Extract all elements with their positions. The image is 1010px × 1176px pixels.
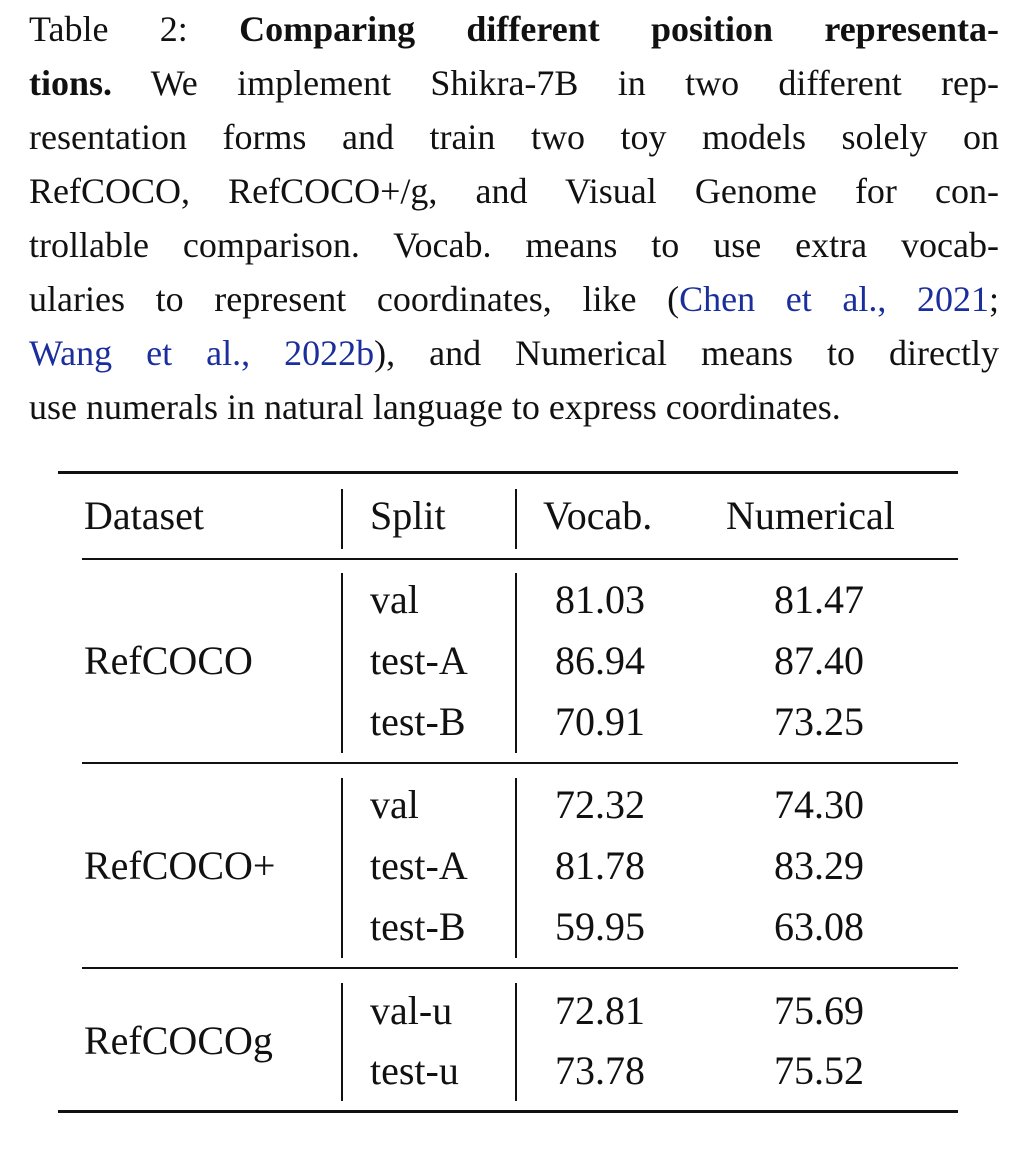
numerical-cell: 87.40 xyxy=(774,638,864,683)
vocab-cell: 81.78 xyxy=(555,843,645,888)
header-numerical: Numerical xyxy=(726,493,895,538)
split-cell: test-A xyxy=(370,638,468,683)
numerical-cell: 75.52 xyxy=(774,1048,864,1093)
caption-text: We implement Shikra-7B in two different rep- xyxy=(112,63,999,103)
citation-link-wang[interactable]: Wang et al., 2022b xyxy=(29,333,375,373)
dataset-name: RefCOCOg xyxy=(84,1018,273,1063)
column-divider xyxy=(341,573,343,753)
numerical-cell: 63.08 xyxy=(774,904,864,949)
column-divider xyxy=(515,489,517,549)
header-rule xyxy=(82,558,958,560)
column-divider xyxy=(341,489,343,549)
numerical-cell: 73.25 xyxy=(774,699,864,744)
citation-link-chen[interactable]: Chen et al., 2021 xyxy=(679,279,989,319)
group-rule xyxy=(82,762,958,764)
caption-line-3: resentation forms and train two toy models solely on xyxy=(29,117,999,157)
column-divider xyxy=(341,983,343,1101)
split-cell: test-B xyxy=(370,904,466,949)
vocab-cell: 72.81 xyxy=(555,988,645,1033)
caption-title: Comparing different position representa- xyxy=(239,9,999,49)
column-divider xyxy=(341,778,343,958)
split-cell: val xyxy=(370,782,419,827)
vocab-cell: 81.03 xyxy=(555,577,645,622)
header-vocab: Vocab. xyxy=(543,493,653,538)
caption-line-1 xyxy=(29,2,999,56)
vocab-cell: 72.32 xyxy=(555,782,645,827)
column-divider xyxy=(515,778,517,958)
dataset-name: RefCOCO+ xyxy=(84,843,276,888)
caption-line-8: use numerals in natural language to express coordinates. xyxy=(29,387,841,427)
split-cell: val-u xyxy=(370,988,453,1033)
table-top-rule xyxy=(58,471,958,474)
caption-title-end: tions. xyxy=(29,63,113,103)
table-caption xyxy=(29,2,999,434)
numerical-cell: 83.29 xyxy=(774,843,864,888)
caption-text: ; xyxy=(989,279,1000,319)
header-split: Split xyxy=(370,493,446,538)
split-cell: test-A xyxy=(370,843,468,888)
column-divider xyxy=(515,983,517,1101)
vocab-cell: 73.78 xyxy=(555,1048,645,1093)
caption-line-7 xyxy=(29,326,999,380)
header-dataset: Dataset xyxy=(84,493,204,538)
split-cell: test-B xyxy=(370,699,466,744)
numerical-cell: 74.30 xyxy=(774,782,864,827)
split-cell: val xyxy=(370,577,419,622)
caption-label: Table 2: xyxy=(29,9,240,49)
numerical-cell: 81.47 xyxy=(774,577,864,622)
dataset-name: RefCOCO xyxy=(84,638,253,683)
caption-text: ularies to represent coordinates, like ( xyxy=(29,279,680,319)
numerical-cell: 75.69 xyxy=(774,988,864,1033)
caption-line-2 xyxy=(29,56,999,110)
caption-line-5: trollable comparison. Vocab. means to use extra vocab- xyxy=(29,225,999,265)
vocab-cell: 70.91 xyxy=(555,699,645,744)
caption-line-4: RefCOCO, RefCOCO+/g, and Visual Genome for con- xyxy=(29,171,999,211)
table-bottom-rule xyxy=(58,1110,958,1113)
group-rule xyxy=(82,967,958,969)
vocab-cell: 86.94 xyxy=(555,638,645,683)
column-divider xyxy=(515,573,517,753)
split-cell: test-u xyxy=(370,1048,459,1093)
vocab-cell: 59.95 xyxy=(555,904,645,949)
caption-line-6 xyxy=(29,272,999,326)
caption-text: ), and Numerical means to directly xyxy=(374,333,999,373)
